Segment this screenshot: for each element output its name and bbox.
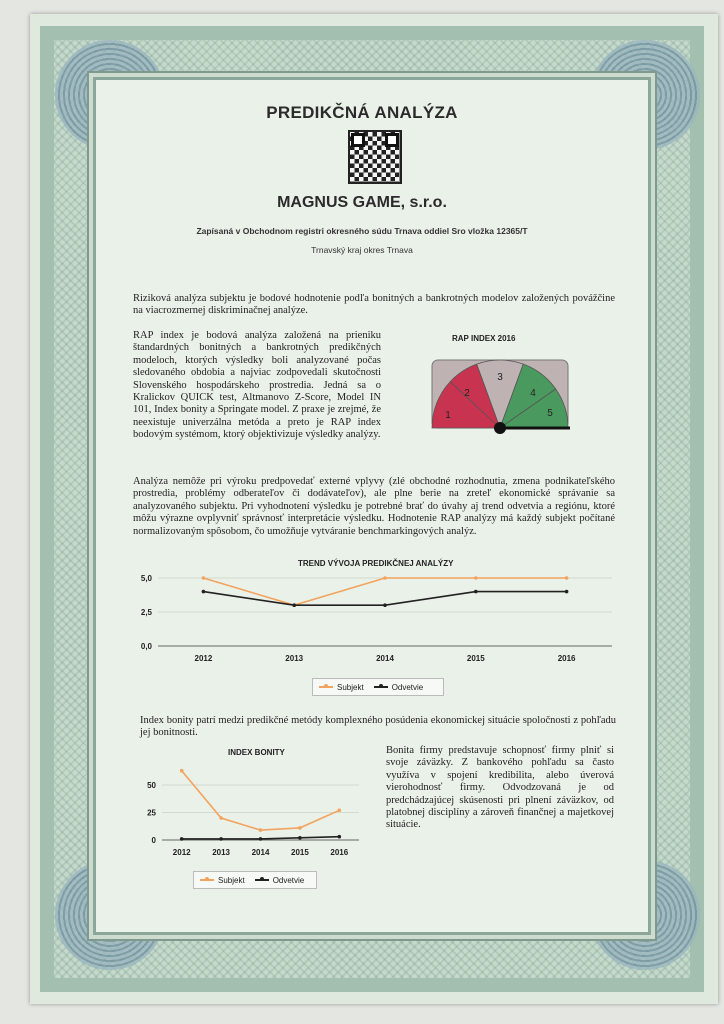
legend-swatch-odvetvie (374, 686, 388, 688)
data-point-subjekt (202, 576, 206, 580)
data-point-odvetvie (474, 590, 478, 594)
qr-code (348, 130, 402, 184)
x-tick-label: 2015 (466, 654, 485, 663)
registration-line: Zapísaná v Obchodnom registri okresného súdu Trnava oddiel Sro vložka 12365/T (196, 226, 528, 236)
data-point-subjekt (474, 576, 478, 580)
data-point-odvetvie (298, 836, 302, 840)
gauge-label: 1 (445, 410, 451, 421)
trend-chart-title: TREND VÝVOJA PREDIKČNEJ ANALÝZY (298, 559, 454, 568)
legend-subjekt (200, 876, 245, 885)
region-line: Trnavský kraj okres Trnava (311, 245, 413, 255)
data-point-odvetvie (338, 835, 342, 839)
y-tick-label: 0,0 (140, 642, 152, 651)
legend-swatch-subjekt (319, 686, 333, 688)
x-tick-label: 2016 (330, 848, 349, 857)
x-tick-label: 2013 (212, 848, 230, 857)
external-paragraph: Analýza nemôže pri výroku predpovedať externé vplyvy (zlé obchodné rozhodnutia, zmena podnikateľského prostredia, problémy odberateľov či dodávateľov), ale plne berie na zreteľ ekonomické správanie sa analyzovaného subjektu. Pri vyhodnotení výsledku je potrebné brať do úvahy aj trend odvetvia a regiónu, ktoré môžu výrazne ovplyvniť správnosť interpretácie výsledku. Hodnotenie RAP analýzy má každý subjekt počítané normalizovaným spôsobom, čo umožňuje vytváranie benchmarkingových analýz. (133, 476, 615, 537)
data-point-odvetvie (259, 837, 263, 841)
data-point-subjekt (259, 828, 263, 832)
data-point-subjekt (180, 769, 184, 773)
data-point-subjekt (565, 576, 569, 580)
data-point-odvetvie (180, 837, 184, 841)
data-point-odvetvie (565, 590, 569, 594)
x-tick-label: 2013 (285, 654, 304, 663)
x-tick-label: 2014 (376, 654, 394, 663)
data-point-odvetvie (383, 603, 387, 607)
x-tick-label: 2016 (557, 654, 576, 663)
bonity-legend (193, 871, 317, 889)
document-title: PREDIKČNÁ ANALÝZA (266, 103, 458, 122)
legend-label-odvetvie: Odvetvie (391, 682, 424, 692)
bonita-paragraph: Bonita firmy predstavuje schopnosť firmy plniť si svoje záväzky. Z bankového pohľadu sa často využíva v spojení kredibilita, alebo úverová vierohodnosť firmy. Odvodzovaná je od predchádzajúcej skúsenosti pri plnení záväzkov, od platobnej disciplíny a zároveň finančnej a majetkovej situácie. (386, 745, 614, 831)
bonity-chart-title: INDEX BONITY (228, 748, 285, 757)
rap-index-gauge (420, 350, 580, 440)
y-tick-label: 5,0 (140, 574, 152, 583)
legend-label-odvetvie: Odvetvie (272, 875, 305, 885)
data-point-subjekt (383, 576, 387, 580)
x-tick-label: 2014 (251, 848, 270, 857)
trend-legend (312, 678, 444, 696)
gauge-label: 3 (497, 372, 503, 383)
gauge-title: RAP INDEX 2016 (452, 334, 516, 343)
series-line-subjekt (182, 771, 340, 830)
legend-swatch-odvetvie (255, 879, 269, 881)
data-point-subjekt (219, 816, 223, 820)
x-tick-label: 2012 (172, 848, 191, 857)
data-point-odvetvie (292, 603, 296, 607)
x-tick-label: 2015 (291, 848, 309, 857)
data-point-subjekt (298, 826, 302, 830)
legend-swatch-subjekt (200, 879, 214, 881)
bonity-chart (140, 757, 365, 862)
legend-subjekt (319, 683, 364, 692)
data-point-odvetvie (202, 590, 206, 594)
rap-paragraph: RAP index je bodová analýza založená na prieniku štandardných bonitných a bankrotných predikčných modeloch, ktorých výsledky boli analyzované počas sledovaného obdobia a najviac zodpovedali skutočnosti Slovenského hospodárskeho prostredia. Jedná sa o Kralickov QUICK test, Altmanovo Z-Score, Model IN 101, Index bonity a Springate model. Z praxe je zrejmé, že neexistuje univerzálna metóda a preto je RAP index bodovým systémom, ktorý objektivizuje výsledky analýzy. (133, 330, 381, 441)
company-name: MAGNUS GAME, s.r.o. (277, 194, 447, 211)
y-tick-label: 0 (151, 836, 156, 845)
y-tick-label: 25 (147, 808, 156, 818)
trend-chart (130, 568, 620, 668)
legend-odvetvie (374, 683, 424, 692)
gauge-hub (494, 422, 506, 434)
legend-label-subjekt: Subjekt (218, 875, 245, 885)
index-intro-paragraph: Index bonity patrí medzi predikčné metódy komplexného posúdenia ekonomickej situácie spoločnosti z pohľadu jej bonitnosti. (140, 715, 616, 739)
legend-odvetvie (255, 876, 305, 885)
legend-label-subjekt: Subjekt (337, 682, 364, 692)
y-tick-label: 2,5 (140, 608, 152, 617)
data-point-subjekt (338, 809, 342, 813)
gauge-label: 5 (547, 408, 553, 419)
gauge-label: 4 (530, 388, 536, 399)
gauge-label: 2 (464, 388, 470, 399)
x-tick-label: 2012 (194, 654, 213, 663)
data-point-odvetvie (219, 837, 223, 841)
intro-paragraph: Riziková analýza subjektu je bodové hodnotenie podľa bonitných a bankrotných modelov založených povážčine na viacrozmernej diskriminačnej analýze. (133, 293, 615, 317)
y-tick-label: 50 (147, 781, 156, 790)
